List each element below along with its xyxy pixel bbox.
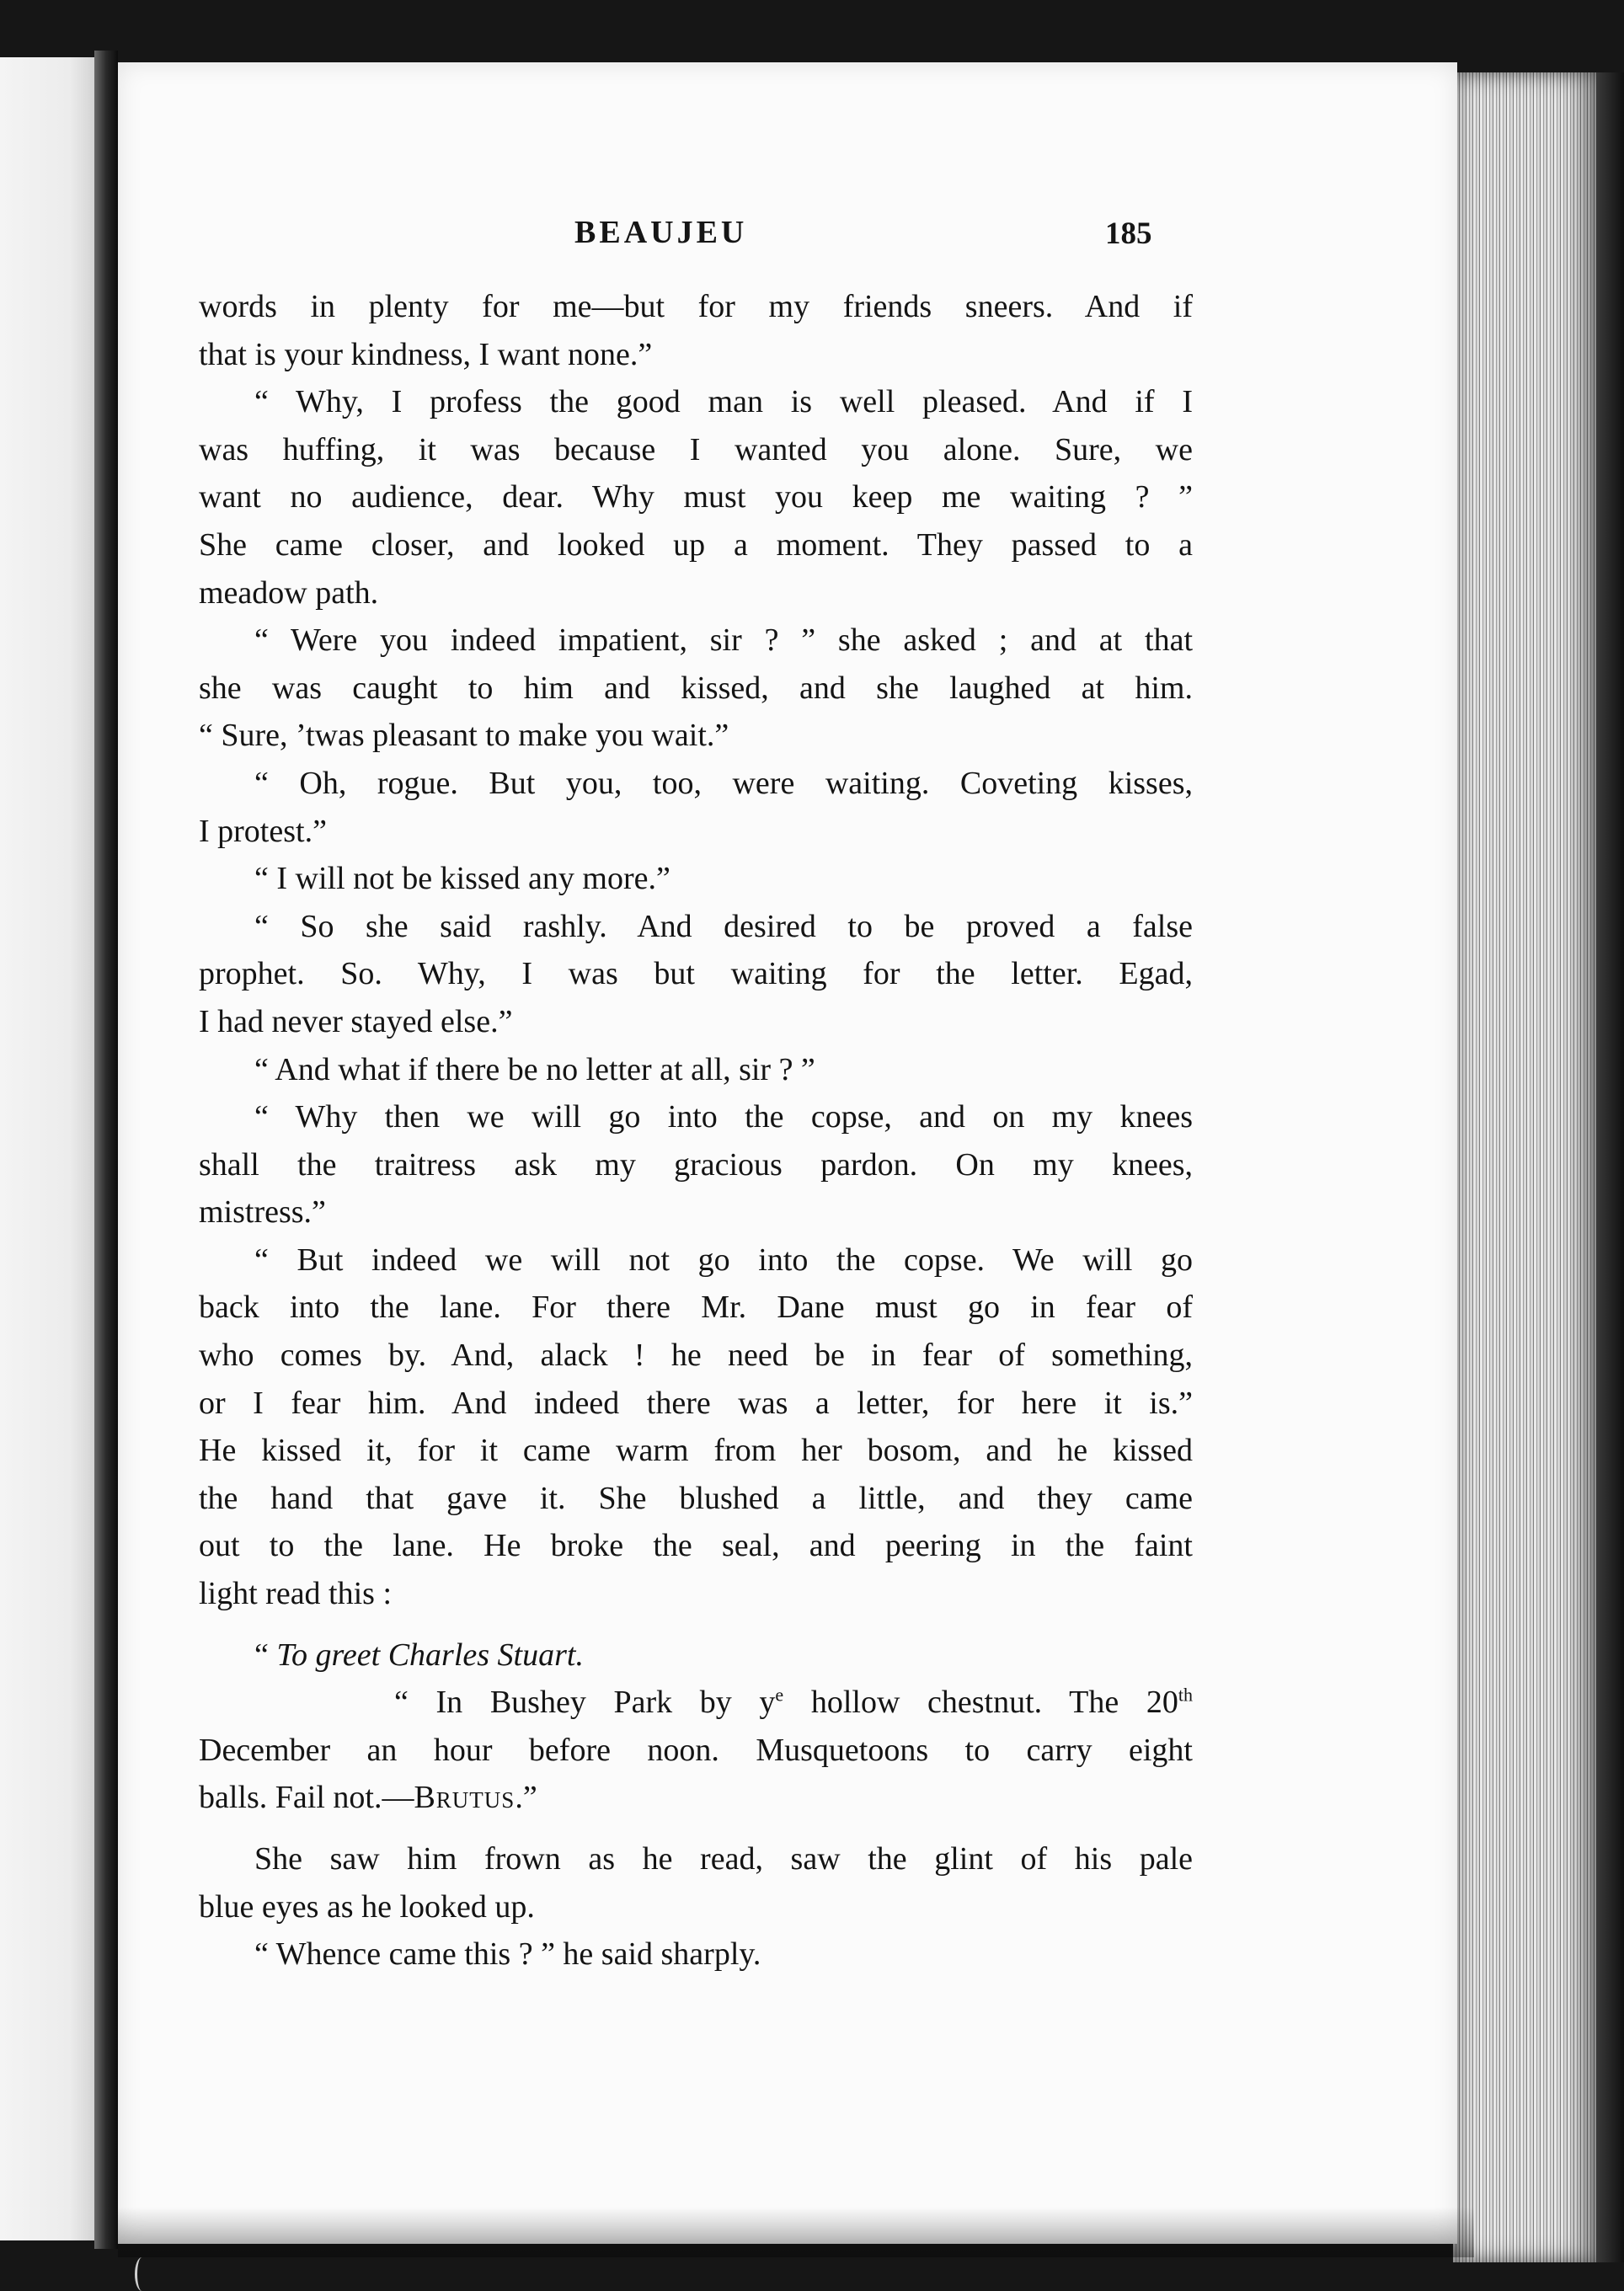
text-line: “ I will not be kissed any more.” bbox=[254, 861, 670, 897]
scan-artifact bbox=[135, 2257, 149, 2291]
text-line: She saw him frown as he read, saw the glint of his pale bbox=[254, 1841, 1193, 1877]
page-body bbox=[199, 283, 1193, 1979]
letter-text: .” bbox=[515, 1780, 537, 1816]
text-line: the hand that gave it. She blushed a little, and they came bbox=[199, 1480, 1193, 1516]
text-line: prophet. So. Why, I was but waiting for the letter. Egad, bbox=[199, 956, 1193, 992]
text-line: she was caught to him and kissed, and she laughed at him. bbox=[199, 670, 1193, 706]
text-line: was huffing, it was because I wanted you alone. Sure, we bbox=[199, 431, 1193, 467]
text-line: shall the traitress ask my gracious pardon. On my knees, bbox=[199, 1146, 1193, 1183]
letter-line bbox=[199, 1774, 1193, 1822]
superscript: e bbox=[775, 1684, 784, 1706]
letter-line: December an hour before noon. Musquetoons to carry eight bbox=[199, 1732, 1193, 1768]
letter-text: hollow chestnut. The 20 bbox=[783, 1685, 1178, 1721]
page-shadow bbox=[118, 2207, 1474, 2257]
superscript: th bbox=[1178, 1684, 1193, 1706]
text-line: that is your kindness, I want none.” bbox=[199, 336, 653, 372]
page-number: 185 bbox=[1105, 216, 1152, 251]
text-line: “ Were you indeed impatient, sir ? ” she asked ; and at that bbox=[254, 622, 1193, 659]
text-line: “ So she said rashly. And desired to be proved a false bbox=[254, 908, 1193, 944]
page-stack-edge bbox=[1453, 72, 1600, 2262]
text-line: I had never stayed else.” bbox=[199, 1003, 513, 1039]
text-line: “ But indeed we will not go into the copse. We will go bbox=[254, 1242, 1193, 1278]
text-line: “ Why, I profess the good man is well pleased. And if I bbox=[254, 384, 1193, 420]
text-line: or I fear him. And indeed there was a letter, for here it is.” bbox=[199, 1385, 1193, 1421]
text-line: “ Sure, ’twas pleasant to make you wait.” bbox=[199, 718, 729, 754]
text-line: meadow path. bbox=[199, 574, 379, 611]
letter-signature: Brutus bbox=[414, 1780, 516, 1816]
previous-page-edge bbox=[0, 57, 99, 2240]
text-line: She came closer, and looked up a moment. They passed to a bbox=[199, 526, 1193, 563]
book-gutter bbox=[94, 51, 118, 2249]
text-line: who comes by. And, alack ! he need be in fear of something, bbox=[199, 1338, 1193, 1374]
text-line: “ Why then we will go into the copse, and on my knees bbox=[254, 1099, 1193, 1135]
text-line: mistress.” bbox=[199, 1194, 326, 1231]
letter-salutation bbox=[199, 1631, 1193, 1680]
text-line: blue eyes as he looked up. bbox=[199, 1888, 535, 1925]
opening-quote: “ bbox=[254, 1637, 277, 1673]
text-line: “ Oh, rogue. But you, too, were waiting. Coveting kisses, bbox=[254, 765, 1193, 801]
text-line: back into the lane. For there Mr. Dane must go in fear of bbox=[199, 1290, 1193, 1326]
book-cover-edge bbox=[1596, 72, 1624, 2262]
salutation-text: To greet Charles Stuart. bbox=[276, 1637, 584, 1673]
letter-text: “ In Bushey Park by y bbox=[394, 1685, 776, 1721]
text-line: “ Whence came this ? ” he said sharply. bbox=[254, 1936, 761, 1973]
text-line: “ And what if there be no letter at all, sir ? ” bbox=[254, 1051, 815, 1087]
text-line: light read this : bbox=[199, 1576, 393, 1612]
text-line: want no audience, dear. Why must you keep me waiting ? ” bbox=[199, 479, 1193, 515]
text-line: words in plenty for me—but for my friends sneers. And if bbox=[199, 289, 1193, 324]
running-head: BEAUJEU bbox=[574, 215, 748, 250]
letter-text: balls. Fail not.— bbox=[199, 1780, 414, 1816]
letter-line bbox=[199, 1679, 1193, 1727]
text-line: out to the lane. He broke the seal, and peering in the faint bbox=[199, 1528, 1193, 1564]
text-line: I protest.” bbox=[199, 813, 327, 849]
text-line: He kissed it, for it came warm from her bosom, and he kissed bbox=[199, 1433, 1193, 1469]
